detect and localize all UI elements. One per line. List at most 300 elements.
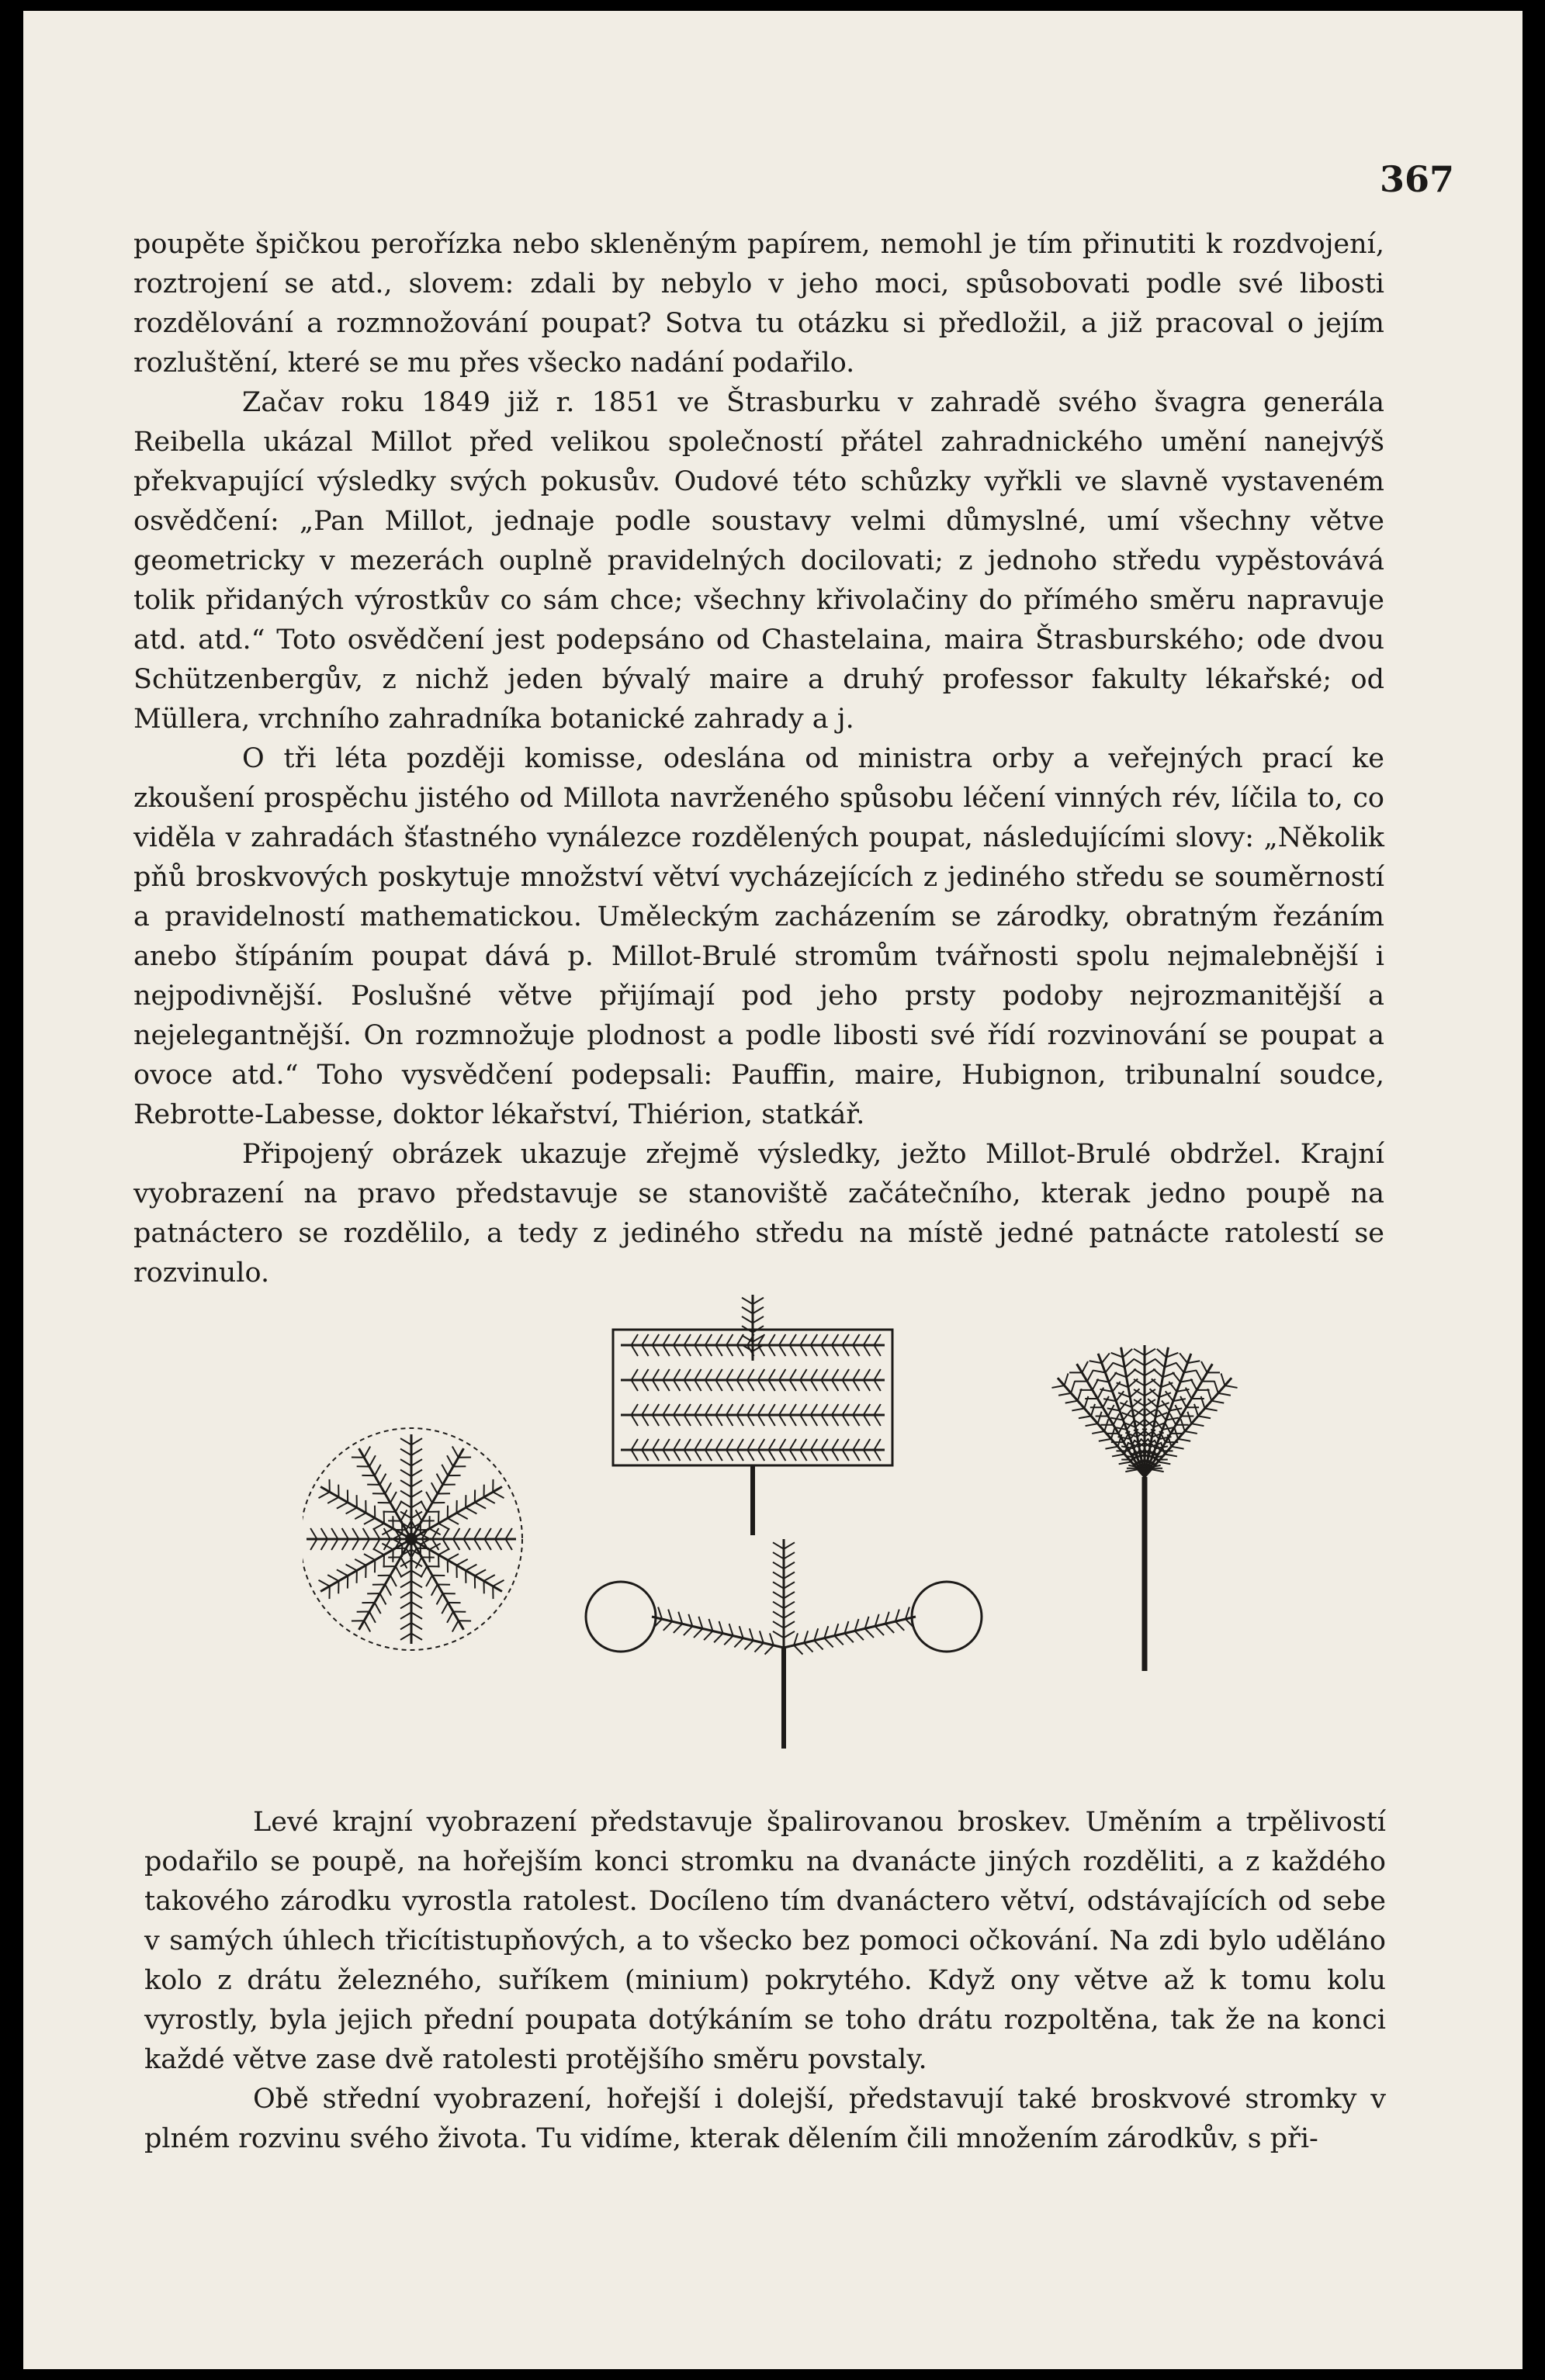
leaf-stroke [443, 1539, 449, 1550]
leaf-stroke [758, 1380, 764, 1391]
leaf-stroke [1176, 1363, 1184, 1373]
leaf-stroke [758, 1415, 764, 1426]
leaf-stroke [737, 1369, 743, 1380]
leaf-stroke [443, 1528, 449, 1539]
leaf-stroke [874, 1415, 880, 1426]
leaf-stroke [821, 1404, 827, 1415]
leaf-stroke [438, 1548, 449, 1555]
leaf-stroke [753, 1298, 764, 1304]
leaf-stroke [853, 1404, 859, 1415]
leaf-stroke [794, 1645, 802, 1655]
leaf-stroke [456, 1513, 467, 1519]
leaf-stroke [784, 1592, 795, 1598]
leaf-stroke [475, 1503, 486, 1509]
leaf-stroke [400, 1459, 411, 1465]
leaf-stroke [1211, 1401, 1224, 1403]
leaf-stroke [779, 1345, 785, 1356]
leaf-stroke [400, 1602, 411, 1608]
leaf-stroke [373, 1528, 379, 1539]
leaf-stroke [426, 1576, 432, 1586]
leaf-stroke [768, 1380, 774, 1391]
leaf-stroke [438, 1524, 449, 1530]
leaf-stroke [726, 1380, 733, 1391]
leaf-stroke [442, 1603, 448, 1614]
leaf-stroke [447, 1612, 453, 1623]
leaf-stroke [369, 1612, 376, 1623]
leaf-stroke [832, 1450, 838, 1461]
leaf-stroke [695, 1404, 701, 1415]
leaf-stroke [426, 1492, 432, 1503]
leaf-stroke [642, 1380, 648, 1391]
leaf-stroke [1155, 1359, 1164, 1368]
leaf-stroke [1123, 1349, 1132, 1358]
leaf-stroke [1158, 1462, 1170, 1464]
leaf-stroke [784, 1542, 795, 1548]
leaf-stroke [734, 1638, 743, 1648]
leaf-stroke [784, 1611, 795, 1617]
leaf-stroke [1065, 1401, 1078, 1403]
leaf-stroke [844, 1634, 853, 1643]
leaf-stroke [744, 1641, 753, 1650]
leaf-stroke [1091, 1404, 1095, 1417]
leaf-stroke [411, 1438, 422, 1444]
leaf-stroke [475, 1569, 486, 1576]
leaf-stroke [653, 1334, 659, 1345]
leaf-stroke [346, 1508, 357, 1514]
leaf-stroke [327, 1497, 338, 1503]
leaf-stroke [821, 1334, 827, 1345]
leaf-stroke [411, 1602, 422, 1608]
leaf-stroke [705, 1369, 712, 1380]
leaf-stroke [373, 1539, 379, 1550]
leaf-stroke [737, 1380, 743, 1391]
leaf-stroke [495, 1539, 501, 1550]
leaf-stroke [632, 1404, 638, 1415]
leaf-stroke [768, 1450, 774, 1461]
leaf-stroke [642, 1450, 648, 1461]
leaf-stroke [843, 1404, 849, 1415]
leaf-stroke [506, 1539, 512, 1550]
leaf-stroke [814, 1641, 823, 1650]
leaf-stroke [779, 1450, 785, 1461]
leaf-stroke [726, 1345, 733, 1356]
leaf-stroke [632, 1450, 638, 1461]
leaf-stroke [832, 1380, 838, 1391]
leaf-stroke [674, 1380, 680, 1391]
leaf-stroke [632, 1334, 638, 1345]
leaf-stroke [453, 1539, 459, 1550]
leaf-stroke [800, 1415, 806, 1426]
leaf-stroke [653, 1439, 659, 1450]
leaf-stroke [875, 1626, 884, 1635]
leaf-stroke [1134, 1349, 1145, 1355]
leaf-stroke [855, 1631, 864, 1640]
leaf-stroke [1099, 1439, 1111, 1441]
leaf-stroke [400, 1571, 411, 1577]
leaf-stroke [726, 1415, 733, 1426]
leaf-stroke [464, 1539, 470, 1550]
leaf-stroke [375, 1603, 381, 1614]
leaf-stroke [737, 1404, 743, 1415]
leaf-stroke [1207, 1389, 1211, 1401]
leaf-stroke [380, 1593, 386, 1604]
leaf-stroke [865, 1628, 874, 1638]
leaf-stroke [1098, 1412, 1102, 1424]
leaf-stroke [632, 1369, 638, 1380]
leaf-stroke [1058, 1393, 1071, 1396]
leaf-stroke [773, 1542, 784, 1548]
leaf-stroke [747, 1380, 753, 1391]
leaf-stroke [853, 1380, 859, 1391]
leaf-stroke [400, 1581, 411, 1587]
leaf-stroke [695, 1345, 701, 1356]
leaf-stroke [1105, 1363, 1113, 1373]
leaf-stroke [342, 1539, 348, 1550]
leaf-stroke [421, 1501, 427, 1512]
leaf-stroke [784, 1631, 795, 1638]
leaf-stroke [1071, 1381, 1075, 1393]
leaf-stroke [653, 1345, 659, 1356]
leaf-stroke [355, 1559, 365, 1565]
leaf-stroke [674, 1439, 680, 1450]
leaf-stroke [853, 1369, 859, 1380]
leaf-stroke [758, 1450, 764, 1461]
leaf-stroke [705, 1380, 712, 1391]
leaf-stroke [684, 1369, 691, 1380]
leaf-stroke [1194, 1404, 1198, 1417]
leaf-stroke [684, 1450, 691, 1461]
leaf-stroke [895, 1621, 904, 1631]
leaf-stroke [779, 1439, 785, 1450]
leaf-stroke [1152, 1469, 1164, 1472]
leaf-stroke [832, 1404, 838, 1415]
leaf-stroke [790, 1439, 796, 1450]
leaf-stroke [811, 1439, 817, 1450]
leaf-stroke [747, 1369, 753, 1380]
leaf-stroke [327, 1575, 338, 1581]
leaf-stroke [726, 1439, 733, 1450]
leaf-stroke [411, 1571, 422, 1577]
leaf-stroke [832, 1369, 838, 1380]
leaf-stroke [726, 1369, 733, 1380]
leaf-stroke [773, 1562, 784, 1569]
leaf-stroke [747, 1404, 753, 1415]
leaf-stroke [821, 1369, 827, 1380]
leaf-stroke [821, 1450, 827, 1461]
leaf-stroke [355, 1513, 365, 1519]
leaf-stroke [843, 1380, 849, 1391]
leaf-stroke [821, 1439, 827, 1450]
leaf-stroke [1051, 1385, 1064, 1388]
leaf-stroke [790, 1369, 796, 1380]
leaf-stroke [364, 1554, 375, 1560]
leaf-stroke [1102, 1353, 1110, 1363]
leaf-stroke [364, 1621, 370, 1631]
leaf-stroke [421, 1566, 427, 1577]
leaf-stroke [853, 1415, 859, 1426]
leaf-stroke [784, 1602, 795, 1608]
leaf-stroke [715, 1415, 722, 1426]
leaf-stroke [705, 1439, 712, 1450]
leaf-stroke [1086, 1424, 1098, 1426]
leaf-stroke [400, 1501, 411, 1507]
leaf-stroke [684, 1380, 691, 1391]
leaf-stroke [832, 1415, 838, 1426]
leaf-stroke [642, 1369, 648, 1380]
leaf-stroke [790, 1404, 796, 1415]
leaf-stroke [674, 1624, 682, 1633]
leaf-stroke [632, 1415, 638, 1426]
leaf-stroke [674, 1450, 680, 1461]
leaf-stroke [773, 1552, 784, 1558]
leaf-stroke [431, 1584, 438, 1595]
leaf-stroke [364, 1447, 370, 1458]
leaf-stroke [811, 1415, 817, 1426]
leaf-stroke [337, 1569, 348, 1576]
leaf-stroke [753, 1307, 764, 1313]
leaf-stroke [493, 1492, 504, 1498]
leaf-stroke [715, 1369, 722, 1380]
leaf-stroke [1191, 1379, 1197, 1389]
leaf-stroke [773, 1592, 784, 1598]
leaf-stroke [705, 1345, 712, 1356]
leaf-stroke [1196, 1370, 1202, 1381]
leaf-stroke [466, 1508, 476, 1514]
tree-illustration [303, 1283, 1257, 1780]
leaf-stroke [695, 1415, 701, 1426]
leaf-stroke [784, 1562, 795, 1569]
leaf-stroke [342, 1528, 348, 1539]
leaf-stroke [474, 1528, 480, 1539]
leaf-stroke [321, 1539, 327, 1550]
radial-branch [359, 1539, 412, 1630]
leaf-stroke [874, 1345, 880, 1356]
leaf-stroke [1191, 1424, 1204, 1426]
leaf-stroke [1225, 1385, 1237, 1388]
page-number: 367 [1379, 158, 1454, 200]
leaf-stroke [1198, 1416, 1211, 1418]
leaf-stroke [768, 1439, 774, 1450]
leaf-stroke [396, 1566, 402, 1577]
leaf-stroke [1157, 1349, 1166, 1358]
leaf-stroke [790, 1415, 796, 1426]
leaf-stroke [674, 1345, 680, 1356]
leaf-stroke [337, 1503, 348, 1509]
leaf-stroke [705, 1450, 712, 1461]
leaf-stroke [864, 1380, 870, 1391]
leaf-stroke [1112, 1455, 1124, 1457]
leaf-stroke [663, 1415, 669, 1426]
leaf-stroke [1105, 1447, 1117, 1449]
leaf-stroke [885, 1624, 894, 1633]
leaf-stroke [411, 1623, 422, 1629]
leaf-stroke [495, 1528, 501, 1539]
leaf-stroke [821, 1415, 827, 1426]
leaf-stroke [453, 1528, 459, 1539]
leaf-stroke [874, 1404, 880, 1415]
leaf-stroke [1087, 1370, 1093, 1381]
leaf-stroke [411, 1613, 422, 1619]
leaf-stroke [1152, 1379, 1161, 1387]
leaf-stroke [821, 1345, 827, 1356]
leaf-stroke [674, 1334, 680, 1345]
leaf-stroke [773, 1631, 784, 1638]
leaf-stroke [484, 1497, 495, 1503]
leaf-stroke [834, 1636, 843, 1645]
leaf-stroke [726, 1404, 733, 1415]
leaf-stroke [1065, 1373, 1069, 1385]
leaf-stroke [1173, 1372, 1180, 1382]
leaf-stroke [452, 1447, 459, 1458]
leaf-stroke [779, 1369, 785, 1380]
leaf-stroke [715, 1345, 722, 1356]
leaf-stroke [864, 1345, 870, 1356]
leaf-stroke [684, 1334, 691, 1345]
leaf-stroke [1218, 1393, 1231, 1396]
leaf-stroke [653, 1369, 659, 1380]
leaf-stroke [466, 1565, 476, 1571]
leaf-stroke [779, 1404, 785, 1415]
leaf-stroke [800, 1345, 806, 1356]
leaf-stroke [653, 1415, 659, 1426]
leaf-stroke [832, 1439, 838, 1450]
leaf-stroke [864, 1369, 870, 1380]
leaf-stroke [1072, 1409, 1084, 1411]
leaf-stroke [1153, 1369, 1162, 1378]
leaf-stroke [843, 1334, 849, 1345]
leaf-stroke [715, 1439, 722, 1450]
leaf-stroke [1134, 1369, 1145, 1375]
leaf-stroke [754, 1643, 763, 1652]
leaf-stroke [737, 1439, 743, 1450]
leaf-stroke [400, 1634, 411, 1640]
leaf-stroke [864, 1415, 870, 1426]
leaf-stroke [364, 1518, 375, 1524]
leaf-stroke [1165, 1455, 1177, 1457]
leaf-stroke [705, 1404, 712, 1415]
leaf-stroke [773, 1572, 784, 1579]
leaf-stroke [653, 1380, 659, 1391]
leaf-stroke [1221, 1373, 1225, 1385]
leaf-stroke [352, 1539, 359, 1550]
leaf-stroke [800, 1404, 806, 1415]
leaf-stroke [373, 1524, 384, 1530]
leaf-stroke [663, 1404, 669, 1415]
radial-branch [411, 1539, 464, 1630]
leaf-stroke [684, 1415, 691, 1426]
leaf-stroke [346, 1565, 357, 1571]
leaf-stroke [784, 1582, 795, 1588]
leaf-stroke [484, 1575, 495, 1581]
leaf-stroke [758, 1404, 764, 1415]
leaf-stroke [800, 1369, 806, 1380]
leaf-stroke [800, 1450, 806, 1461]
body-text-top [133, 225, 1384, 1293]
branch-loop [586, 1582, 656, 1652]
leaf-stroke [411, 1501, 422, 1507]
leaf-stroke [773, 1582, 784, 1588]
leaf-stroke [790, 1345, 796, 1356]
leaf-stroke [411, 1459, 422, 1465]
leaf-stroke [674, 1415, 680, 1426]
leaf-stroke [768, 1334, 774, 1345]
leaf-stroke [411, 1449, 422, 1455]
leaf-stroke [853, 1439, 859, 1450]
leaf-stroke [768, 1345, 774, 1356]
leaf-stroke [724, 1636, 733, 1645]
leaf-stroke [790, 1450, 796, 1461]
leaf-stroke [663, 1369, 669, 1380]
leaf-stroke [431, 1482, 438, 1493]
leaf-stroke [874, 1334, 880, 1345]
leaf-stroke [464, 1528, 470, 1539]
leaf-stroke [705, 1334, 712, 1345]
leaf-stroke [632, 1380, 638, 1391]
leaf-stroke [811, 1450, 817, 1461]
leaf-stroke [400, 1438, 411, 1444]
leaf-stroke [474, 1539, 480, 1550]
leaf-stroke [800, 1439, 806, 1450]
leaf-stroke [821, 1380, 827, 1391]
leaf-stroke [843, 1450, 849, 1461]
leaf-stroke [400, 1449, 411, 1455]
leaf-stroke [853, 1345, 859, 1356]
leaf-stroke [853, 1334, 859, 1345]
leaf-stroke [321, 1528, 327, 1539]
leaf-stroke [874, 1380, 880, 1391]
leaf-stroke [1092, 1431, 1104, 1434]
leaf-stroke [331, 1528, 338, 1539]
leaf-stroke [773, 1602, 784, 1608]
leaf-stroke [705, 1415, 712, 1426]
leaf-stroke [768, 1415, 774, 1426]
leaf-stroke [1082, 1361, 1088, 1372]
leaf-stroke [373, 1548, 384, 1555]
leaf-stroke [768, 1404, 774, 1415]
leaf-stroke [864, 1439, 870, 1450]
leaf-stroke [737, 1345, 743, 1356]
branch-loop [912, 1582, 982, 1652]
leaf-stroke [843, 1345, 849, 1356]
leaf-stroke [1079, 1416, 1091, 1418]
leaf-stroke [765, 1645, 774, 1655]
leaf-stroke [742, 1298, 753, 1304]
leaf-stroke [747, 1450, 753, 1461]
leaf-stroke [811, 1334, 817, 1345]
leaf-stroke [1124, 1359, 1134, 1368]
leaf-stroke [864, 1334, 870, 1345]
leaf-stroke [864, 1404, 870, 1415]
leaf-stroke [1187, 1412, 1191, 1424]
leaf-stroke [447, 1455, 453, 1466]
leaf-stroke [663, 1621, 672, 1631]
leaf-stroke [715, 1404, 722, 1415]
leaf-stroke [448, 1554, 459, 1560]
leaf-stroke [1171, 1447, 1183, 1449]
leaf-stroke [400, 1491, 411, 1497]
leaf-stroke [695, 1450, 701, 1461]
leaf-stroke [695, 1369, 701, 1380]
leaf-stroke [784, 1572, 795, 1579]
leaf-stroke [737, 1450, 743, 1461]
leaf-stroke [448, 1518, 459, 1524]
leaf-stroke [1185, 1431, 1197, 1434]
leaf-stroke [442, 1465, 448, 1475]
leaf-stroke [310, 1528, 317, 1539]
leaf-stroke [390, 1576, 397, 1586]
leaf-stroke [811, 1380, 817, 1391]
leaf-stroke [773, 1621, 784, 1628]
